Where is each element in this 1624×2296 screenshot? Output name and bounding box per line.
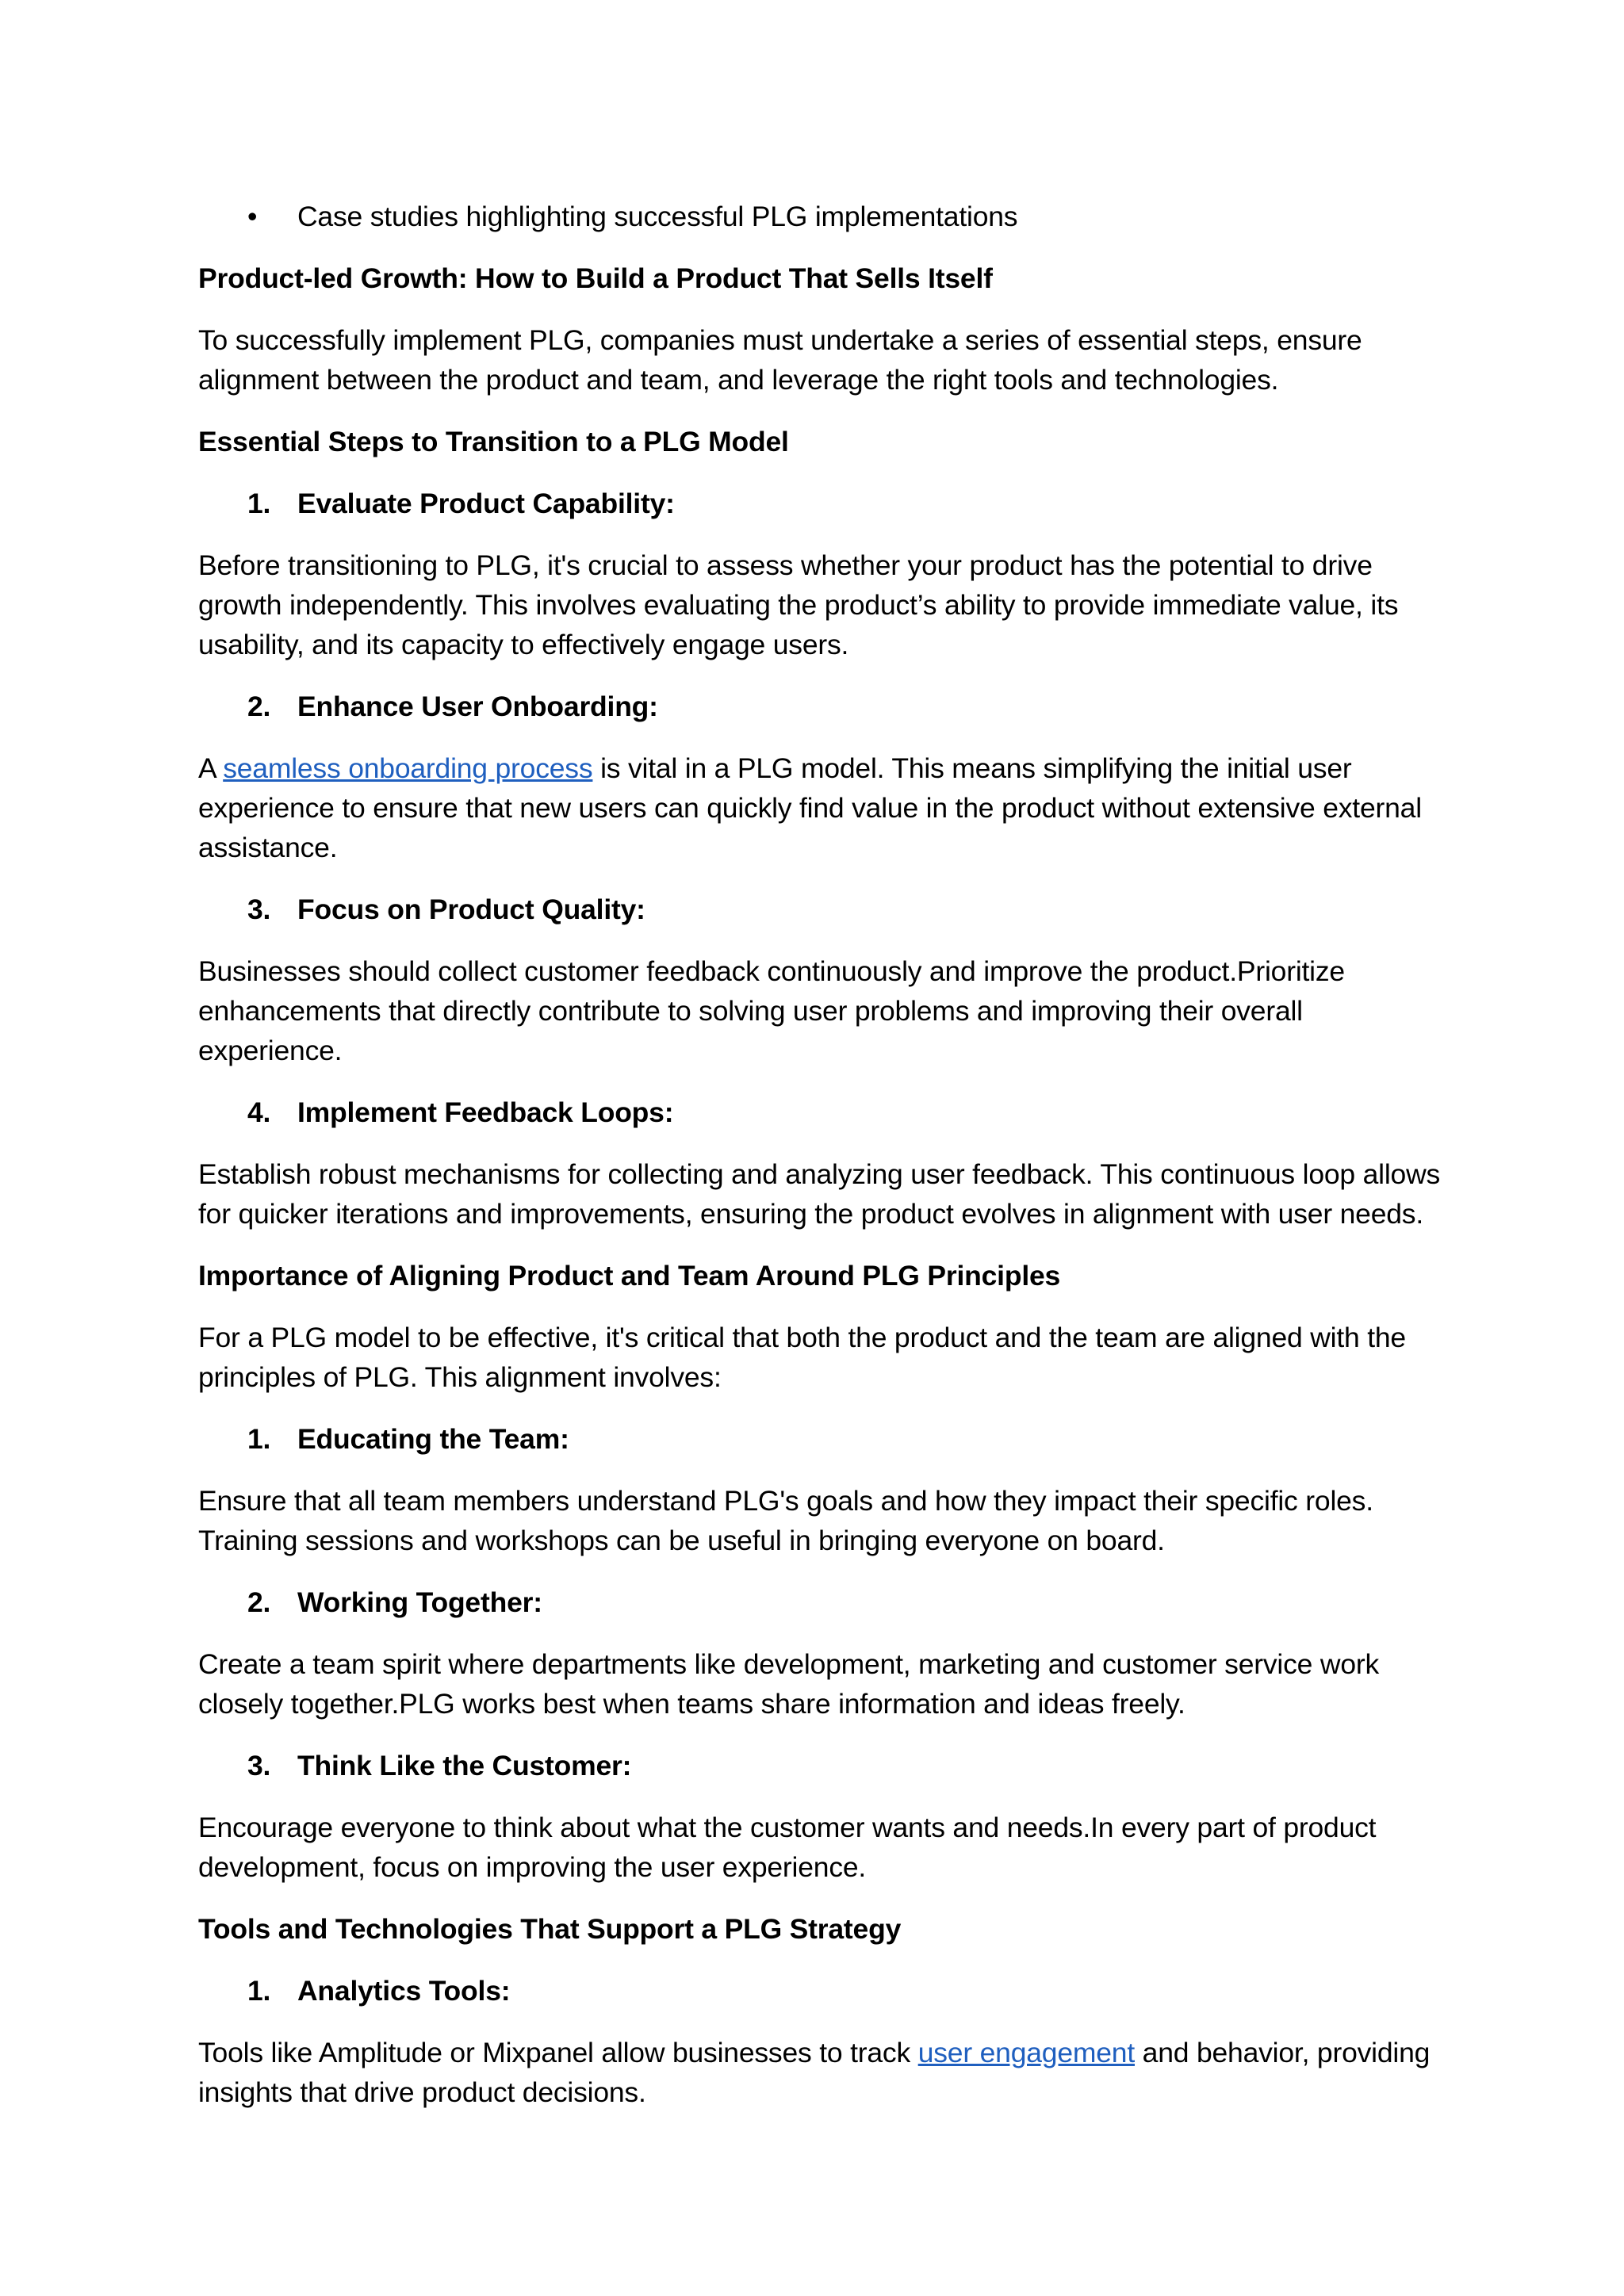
step-title: Think Like the Customer: (297, 1750, 632, 1781)
step-heading-onboarding (198, 687, 1443, 726)
text-fragment: and behavior, providing insights that drive product decisions. (198, 2037, 1431, 2108)
step-number: 4. (247, 1096, 271, 1128)
step-body-evaluate: Before transitioning to PLG, it's crucial to assess whether your product has the potential to drive growth independently. This involves evaluating the product’s ability to provide immediate value, its usability, and its capacity to effectively engage users. (198, 549, 1399, 660)
step-body-educating: Ensure that all team members understand PLG's goals and how they impact their specific roles. Training sessions and workshops can be useful in bringing everyone on board. (198, 1485, 1373, 1556)
step-body-working-together: Create a team spirit where departments like development, marketing and customer service work closely together.PLG works best when teams share information and ideas freely. (198, 1648, 1380, 1720)
step-title: Evaluate Product Capability: (297, 488, 675, 519)
step-heading-think-customer (198, 1746, 1443, 1785)
step-body-onboarding (198, 748, 1443, 867)
step-body-think-customer: Encourage everyone to think about what the customer wants and needs.In every part of product development, focus on improving the user experience. (198, 1812, 1377, 1883)
step-title: Working Together: (297, 1586, 542, 1618)
step-title: Educating the Team: (297, 1423, 569, 1455)
bullet-list-item (198, 197, 1443, 236)
step-heading-evaluate (198, 484, 1443, 523)
step-title: Analytics Tools: (297, 1975, 511, 2007)
bullet-text: Case studies highlighting successful PLG implementations (297, 201, 1018, 232)
seamless-onboarding-link[interactable]: seamless onboarding process (223, 752, 593, 784)
step-title: Focus on Product Quality: (297, 894, 645, 925)
step-number: 1. (247, 1423, 271, 1455)
step-title: Implement Feedback Loops: (297, 1096, 674, 1128)
step-number: 2. (247, 1586, 271, 1618)
bullet-icon: • (247, 201, 258, 232)
alignment-intro-paragraph: For a PLG model to be effective, it's critical that both the product and the team are aligned with the principles of PLG. This alignment involves: (198, 1322, 1406, 1393)
step-number: 1. (247, 1975, 271, 2007)
step-number: 2. (247, 691, 271, 722)
text-fragment: A (198, 752, 224, 784)
step-title: Enhance User Onboarding: (297, 691, 658, 722)
step-number: 3. (247, 894, 271, 925)
step-heading-analytics (198, 1971, 1443, 2011)
step-number: 3. (247, 1750, 271, 1781)
intro-paragraph: To successfully implement PLG, companies must undertake a series of essential steps, ensure alignment between the product and team, and leverage the right tools and technologies. (198, 324, 1362, 396)
step-heading-quality (198, 890, 1443, 929)
document-page (198, 197, 1443, 2134)
user-engagement-link[interactable]: user engagement (917, 2037, 1135, 2068)
text-fragment: is vital in a PLG model. This means simplifying the initial user experience to ensure that new users can quickly find value in the product without extensive external assistance. (198, 752, 1422, 863)
step-number: 1. (247, 488, 271, 519)
section-heading-essential-steps: Essential Steps to Transition to a PLG Model (198, 426, 789, 457)
document-title: Product-led Growth: How to Build a Product That Sells Itself (198, 262, 993, 294)
section-heading-tools: Tools and Technologies That Support a PLG Strategy (198, 1913, 902, 1945)
step-heading-educating (198, 1419, 1443, 1459)
step-body-analytics (198, 2033, 1443, 2112)
step-body-quality: Businesses should collect customer feedback continuously and improve the product.Prioritize enhancements that directly contribute to solving user problems and improving their overall experience. (198, 955, 1345, 1066)
text-fragment: Tools like Amplitude or Mixpanel allow businesses to track (198, 2037, 918, 2068)
section-heading-alignment: Importance of Aligning Product and Team Around PLG Principles (198, 1260, 1061, 1292)
step-heading-working-together (198, 1582, 1443, 1622)
step-heading-feedback (198, 1093, 1443, 1132)
step-body-feedback: Establish robust mechanisms for collecting and analyzing user feedback. This continuous loop allows for quicker iterations and improvements, ensuring the product evolves in alignment with user needs. (198, 1158, 1441, 1230)
